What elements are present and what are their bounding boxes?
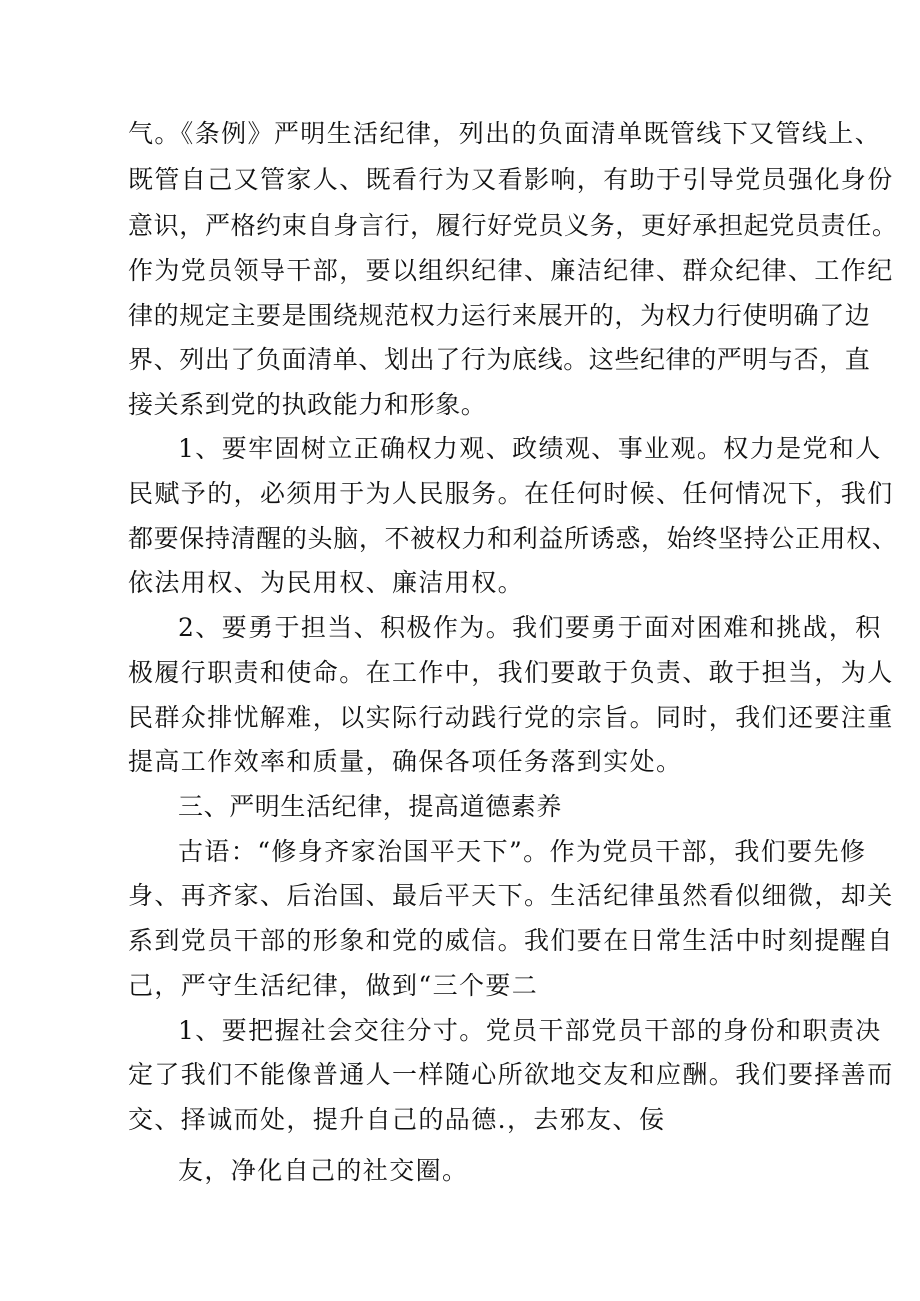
section-3-line-3: 系到党员干部的形象和党的威信。我们要在日常生活中时刻提醒自: [128, 926, 894, 955]
text-line-1: 气。《条例》严明生活纪律，列出的负面清单既管线下又管线上、: [128, 119, 882, 148]
text-line-2: 既管自己又管家人、既看行为又看影响，有助于引导党员强化身份: [128, 165, 894, 194]
item-2-line-2: 极履行职责和使命。在工作中，我们要敢于负责、敢于担当，为人: [128, 658, 894, 687]
item-3-line-2: 定了我们不能像普通人一样随心所欲地交友和应酬。我们要择善而: [128, 1060, 894, 1089]
item-3-line-4: 友，净化自己的社交圈。: [178, 1156, 469, 1185]
section-heading: 三、严明生活纪律，提高道德素养: [178, 792, 563, 821]
section-3-line-2: 身、再齐家、后治国、最后平天下。生活纪律虽然看似细微，却关: [128, 881, 894, 910]
item-1-line-4: 依法用权、为民用权、廉洁用权。: [128, 568, 525, 597]
text-line-3: 意识，严格约束自身言行，履行好党员义务，更好承担起党员责任。: [128, 211, 898, 240]
item-2-line-4: 提高工作效率和质量，确保各项任务落到实处。: [128, 747, 683, 776]
item-1-line-1: 1、要牢固树立正确权力观、政绩观、事业观。权力是党和人: [178, 434, 882, 463]
item-2-line-1: 2、要勇于担当、积极作为。我们要勇于面对困难和挑战，积: [178, 613, 882, 642]
text-line-5: 律的规定主要是围绕规范权力运行来展开的，为权力行使明确了边: [128, 301, 871, 330]
item-2-line-3: 民群众排忧解难，以实际行动践行党的宗旨。同时，我们还要注重: [128, 703, 894, 732]
item-1-line-3: 都要保持清醒的头脑，不被权力和利益所诱惑，始终坚持公正用权、: [128, 524, 898, 553]
item-1-line-2: 民赋予的，必须用于为人民服务。在任何时候、任何情况下，我们: [128, 479, 894, 508]
text-line-4: 作为党员领导干部，要以组织纪律、廉洁纪律、群众纪律、工作纪: [128, 256, 894, 285]
text-line-6: 界、列出了负面清单、划出了行为底线。这些纪律的严明与否，直: [128, 345, 871, 374]
item-3-line-1: 1、要把握社会交往分寸。党员干部党员干部的身份和职责决: [178, 1016, 882, 1045]
item-3-line-3: 交、择诚而处，提升自己的品德.，去邪友、佞: [128, 1105, 666, 1134]
text-line-7: 接关系到党的执政能力和形象。: [128, 390, 487, 419]
section-3-line-1: 古语：“修身齐家治国平天下”。作为党员干部，我们要先修: [178, 837, 867, 866]
section-3-line-4: 己，严守生活纪律，做到“三个要二: [128, 971, 539, 1000]
